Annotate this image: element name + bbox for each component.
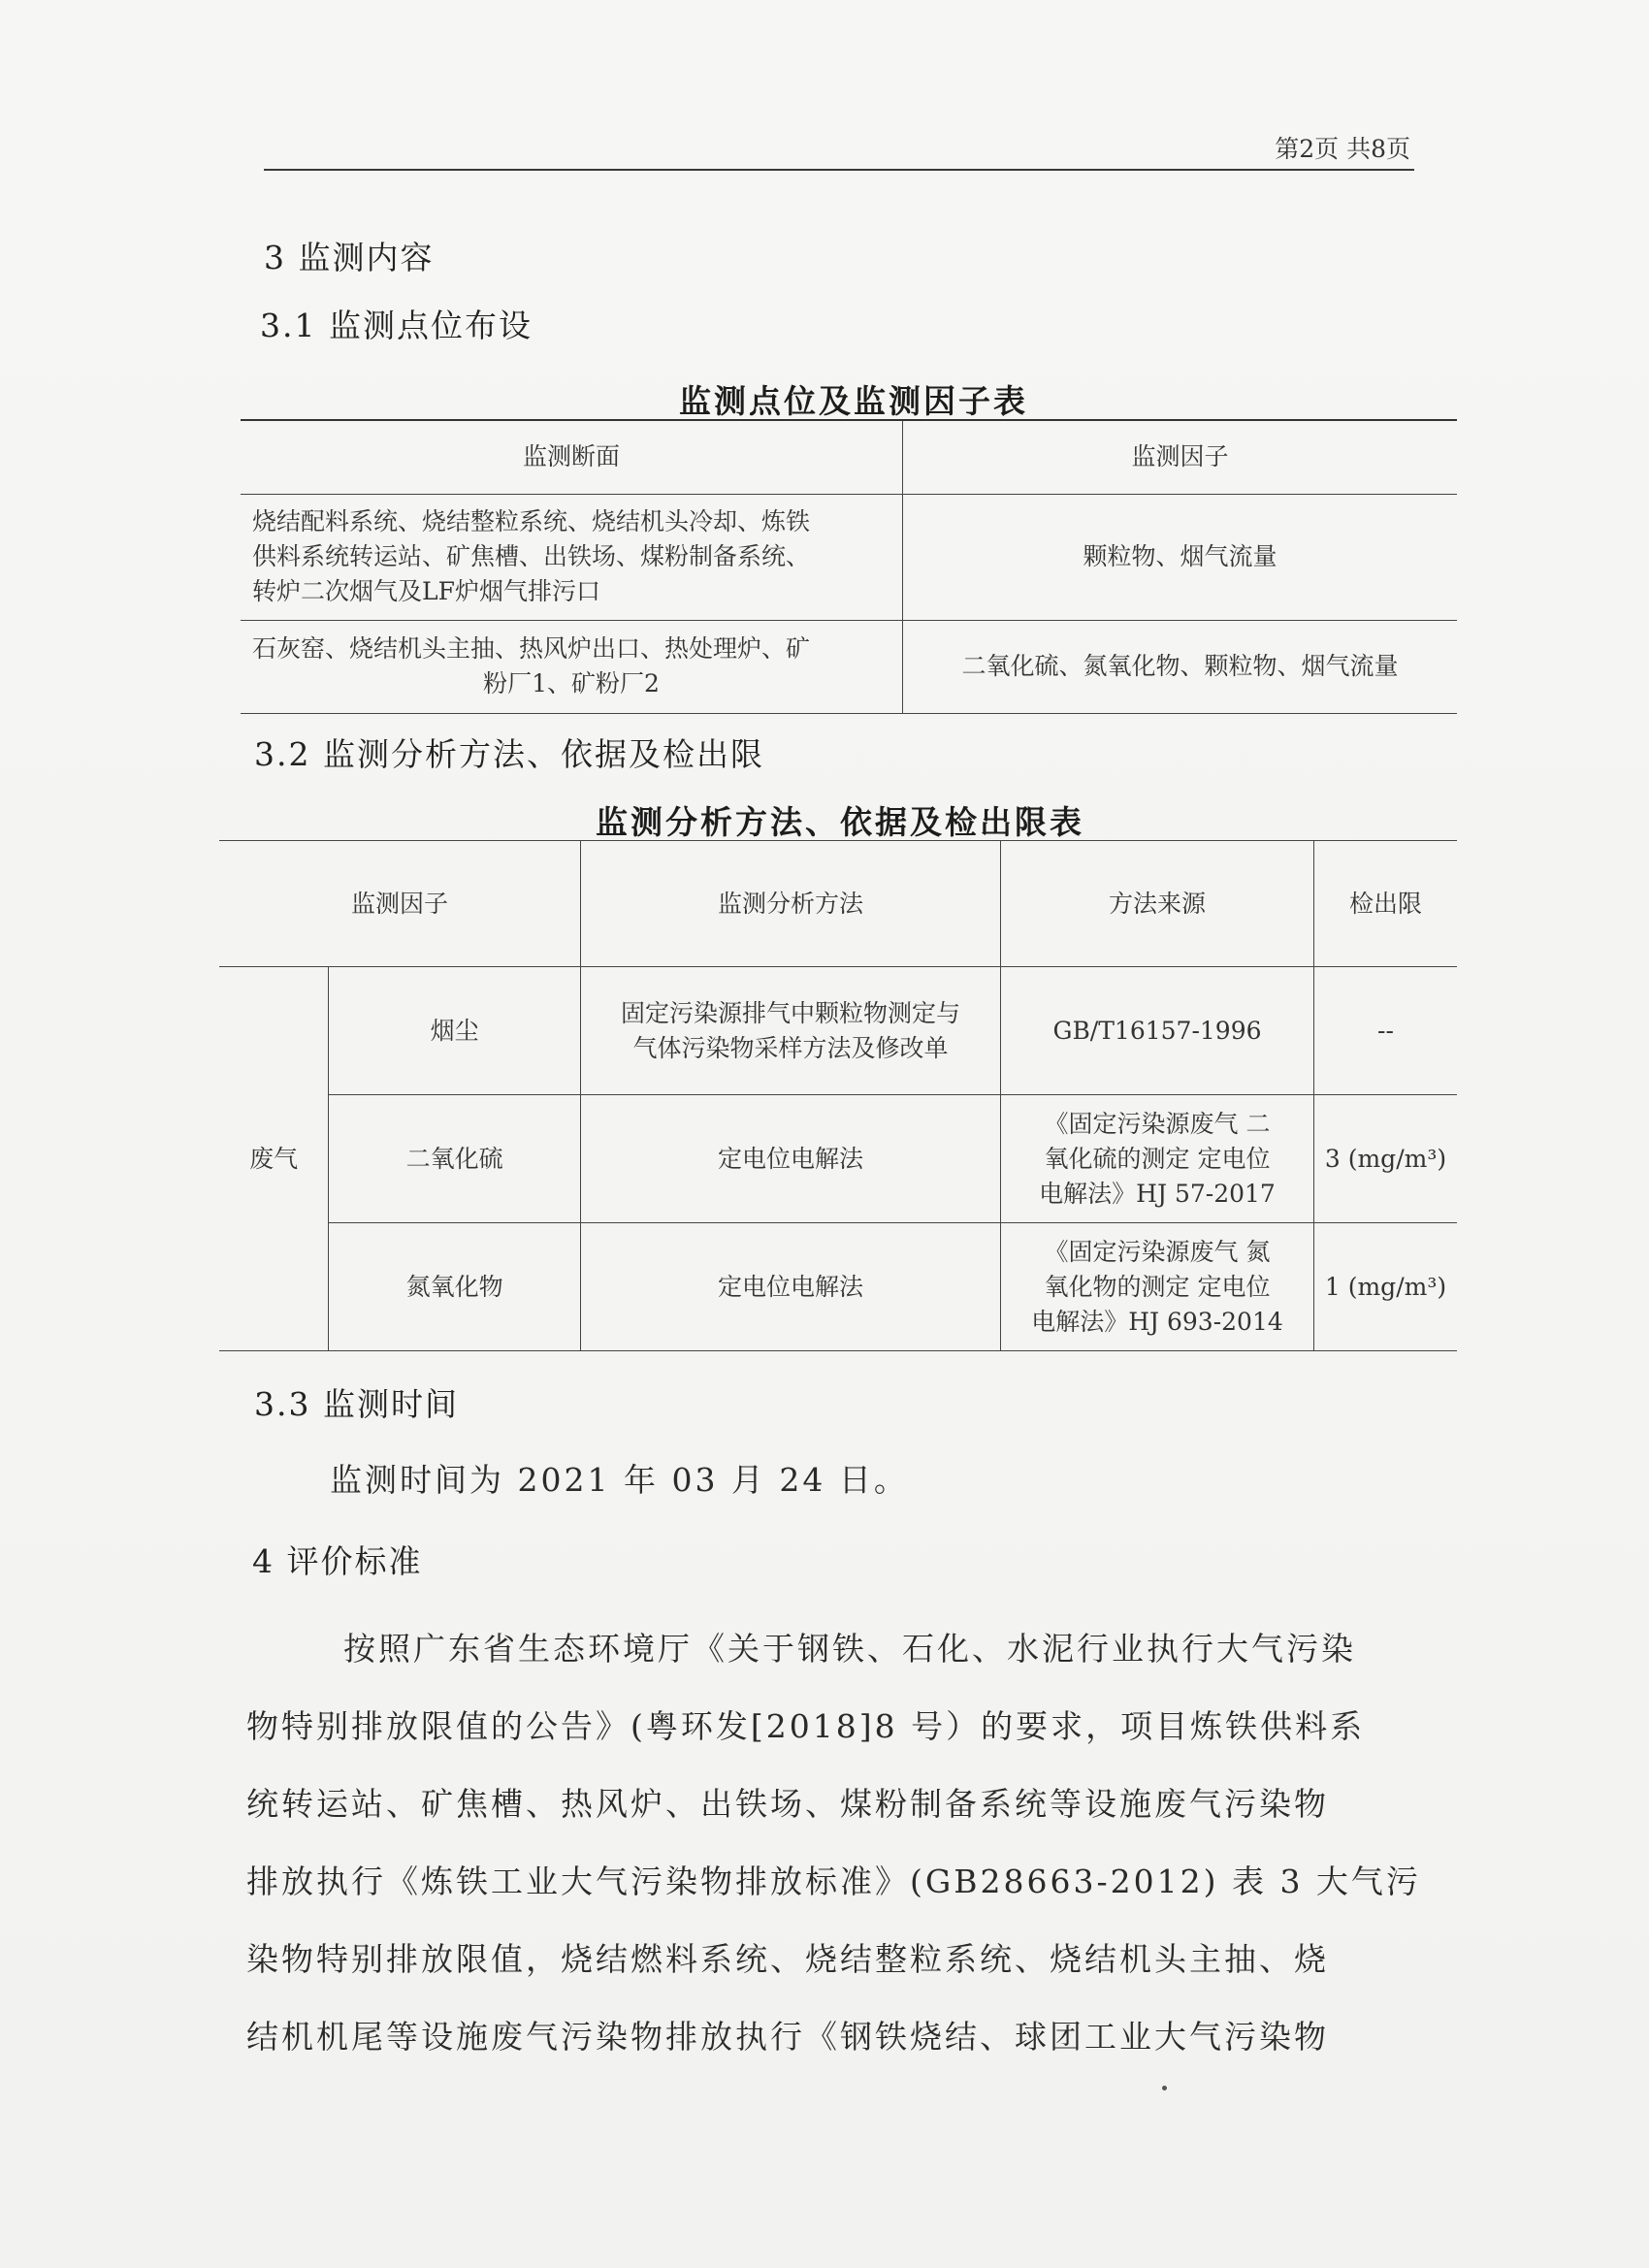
col-header-limit: 检出限 [1314,841,1458,967]
method-cell: 定电位电解法 [581,1095,1001,1223]
factor-cell: 二氧化硫、氮氧化物、颗粒物、烟气流量 [903,620,1458,713]
paragraph-line: 按照广东省生态环境厅《关于钢铁、石化、水泥行业执行大气污染 [343,1630,1356,1668]
monitoring-points-table [241,419,1457,714]
section-3-1-heading: 3.1 监测点位布设 [260,307,533,344]
category-cell: 废气 [219,967,329,1351]
section-3-2-heading: 3.2 监测分析方法、依据及检出限 [254,735,764,773]
factor-cell: 烟尘 [329,967,581,1095]
limit-cell: 1 (mg/m³) [1314,1223,1458,1351]
col-header-source: 方法来源 [1001,841,1314,967]
col-header-section: 监测断面 [241,420,903,494]
table-row [241,494,1457,620]
limit-cell: 3 (mg/m³) [1314,1095,1458,1223]
factor-cell: 颗粒物、烟气流量 [903,494,1458,620]
page-header [264,124,1414,171]
col-header-factor: 监测因子 [903,420,1458,494]
table-row [219,1223,1457,1351]
col-header-factor: 监测因子 [219,841,581,967]
page-number: 第2页 共8页 [1275,135,1410,163]
paragraph-line: 物特别排放限值的公告》(粤环发[2018]8 号）的要求，项目炼铁供料系 [246,1707,1366,1745]
limit-cell: -- [1314,967,1458,1095]
paragraph-line: 排放执行《炼铁工业大气污染物排放标准》(GB28663-2012) 表 3 大气污 [246,1863,1421,1900]
method-cell: 定电位电解法 [581,1223,1001,1351]
source-cell: GB/T16157-1996 [1001,967,1314,1095]
factor-cell: 二氧化硫 [329,1095,581,1223]
source-cell: 《固定污染源废气 氮 氧化物的测定 定电位 电解法》HJ 693-2014 [1001,1223,1314,1351]
paragraph-line: 结机机尾等设施废气污染物排放执行《钢铁烧结、球团工业大气污染物 [246,2018,1329,2056]
section-cell: 石灰窑、烧结机头主抽、热风炉出口、热处理炉、矿 粉厂1、矿粉厂2 [241,620,903,713]
paragraph-line: 染物特别排放限值，烧结燃料系统、烧结整粒系统、烧结机头主抽、烧 [246,1940,1329,1978]
table-row [219,967,1457,1095]
table-1-title: 监测点位及监测因子表 [679,382,1028,420]
monitoring-time-text: 监测时间为 2021 年 03 月 24 日。 [330,1461,909,1499]
table-2-title: 监测分析方法、依据及检出限表 [596,803,1084,841]
factor-cell: 氮氧化物 [329,1223,581,1351]
section-4-heading: 4 评价标准 [252,1542,423,1580]
col-header-method: 监测分析方法 [581,841,1001,967]
paragraph-line: 统转运站、矿焦槽、热风炉、出铁场、煤粉制备系统等设施废气污染物 [246,1785,1329,1823]
section-cell: 烧结配料系统、烧结整粒系统、烧结机头冷却、炼铁 供料系统转运站、矿焦槽、出铁场、煤粉制备系统、 转炉二次烟气及LF炉烟气排污口 [241,494,903,620]
table-row [241,620,1457,713]
source-cell: 《固定污染源废气 二 氧化硫的测定 定电位 电解法》HJ 57-2017 [1001,1095,1314,1223]
method-cell: 固定污染源排气中颗粒物测定与 气体污染物采样方法及修改单 [581,967,1001,1095]
scan-speck [1162,2086,1167,2090]
section-3-3-heading: 3.3 监测时间 [254,1385,459,1423]
analysis-methods-table [219,840,1457,1351]
table-row [219,1095,1457,1223]
section-3-heading: 3 监测内容 [264,239,435,276]
